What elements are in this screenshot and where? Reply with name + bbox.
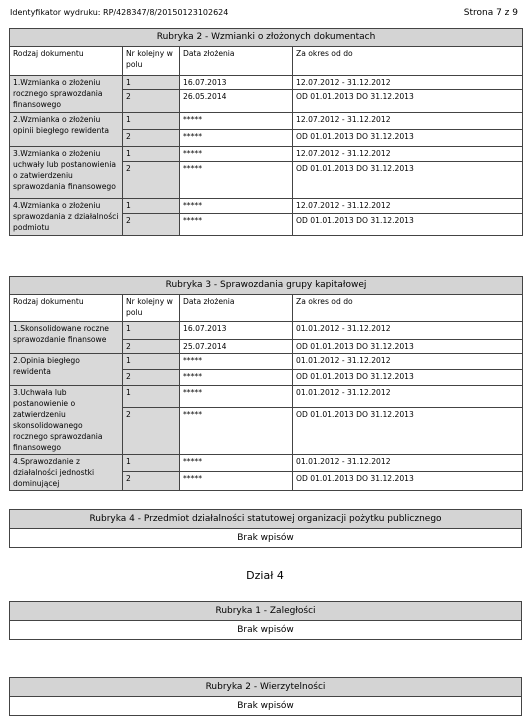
filing-date-cell: ***** <box>180 354 293 370</box>
rubryka-3-table <box>9 276 523 491</box>
dzial-4-rubryka-2-title: Rubryka 2 - Wierzytelności <box>10 678 521 697</box>
col-header-filing-date: Data złożenia <box>180 295 293 322</box>
rubryka-4-title: Rubryka 4 - Przedmiot działalności statutowej organizacji pożytku publicznego <box>10 510 521 529</box>
document-type-cell: 4.Wzmianka o złożeniu sprawozdania z działalności podmiotu <box>10 199 123 236</box>
period-cell: 01.01.2012 - 31.12.2012 <box>293 354 523 370</box>
document-type-cell: 4.Sprawozdanie z działalności jednostki dominującej <box>10 455 123 491</box>
document-type-cell: 2.Opinia biegłego rewidenta <box>10 354 123 386</box>
number-cell: 2 <box>123 340 180 354</box>
filing-date-cell: 25.07.2014 <box>180 340 293 354</box>
period-cell: OD 01.01.2013 DO 31.12.2013 <box>293 472 523 491</box>
section-heading: Dział 4 <box>246 569 284 582</box>
dzial-4-rubryka-2-box <box>9 677 522 716</box>
number-cell: 1 <box>123 147 180 162</box>
number-cell: 1 <box>123 76 180 90</box>
period-cell: OD 01.01.2013 DO 31.12.2013 <box>293 130 523 147</box>
no-entries-text: Brak wpisów <box>10 697 521 715</box>
rubryka-3-title: Rubryka 3 - Sprawozdania grupy kapitałowej <box>10 277 523 295</box>
filing-date-cell: 16.07.2013 <box>180 76 293 90</box>
filing-date-cell: ***** <box>180 214 293 236</box>
number-cell: 2 <box>123 90 180 113</box>
no-entries-text: Brak wpisów <box>10 529 521 547</box>
period-cell: 12.07.2012 - 31.12.2012 <box>293 113 523 130</box>
number-cell: 2 <box>123 370 180 386</box>
period-cell: OD 01.01.2013 DO 31.12.2013 <box>293 162 523 199</box>
dzial-4-rubryka-1-box <box>9 601 522 640</box>
number-cell: 2 <box>123 162 180 199</box>
filing-date-cell: ***** <box>180 386 293 408</box>
document-type-cell: 2.Wzmianka o złożeniu opinii biegłego rewidenta <box>10 113 123 147</box>
col-header-document-type: Rodzaj dokumentu <box>10 47 123 76</box>
no-entries-text: Brak wpisów <box>10 621 521 639</box>
rubryka-4-box <box>9 509 522 548</box>
col-header-period: Za okres od do <box>293 47 523 76</box>
period-cell: OD 01.01.2013 DO 31.12.2013 <box>293 407 523 454</box>
period-cell: 01.01.2012 - 31.12.2012 <box>293 322 523 340</box>
rubryka-2-table <box>9 28 523 236</box>
filing-date-cell: ***** <box>180 147 293 162</box>
filing-date-cell: 26.05.2014 <box>180 90 293 113</box>
period-cell: OD 01.01.2013 DO 31.12.2013 <box>293 340 523 354</box>
number-cell: 1 <box>123 199 180 214</box>
period-cell: 12.07.2012 - 31.12.2012 <box>293 76 523 90</box>
document-type-cell: 3.Uchwała lub postanowienie o zatwierdzeniu skonsolidowanego rocznego sprawozdania finansowego <box>10 386 123 455</box>
filing-date-cell: ***** <box>180 455 293 472</box>
number-cell: 1 <box>123 322 180 340</box>
number-cell: 1 <box>123 386 180 408</box>
period-cell: 12.07.2012 - 31.12.2012 <box>293 147 523 162</box>
number-cell: 1 <box>123 455 180 472</box>
filing-date-cell: ***** <box>180 472 293 491</box>
number-cell: 2 <box>123 130 180 147</box>
number-cell: 2 <box>123 407 180 454</box>
page-number: Strona 7 z 9 <box>463 8 518 18</box>
filing-date-cell: ***** <box>180 113 293 130</box>
filing-date-cell: 16.07.2013 <box>180 322 293 340</box>
filing-date-cell: ***** <box>180 199 293 214</box>
period-cell: OD 01.01.2013 DO 31.12.2013 <box>293 370 523 386</box>
number-cell: 1 <box>123 354 180 370</box>
filing-date-cell: ***** <box>180 407 293 454</box>
dzial-4-rubryka-1-title: Rubryka 1 - Zaległości <box>10 602 521 621</box>
col-header-period: Za okres od do <box>293 295 523 322</box>
period-cell: 01.01.2012 - 31.12.2012 <box>293 386 523 408</box>
col-header-number: Nr kolejny w polu <box>123 295 180 322</box>
col-header-document-type: Rodzaj dokumentu <box>10 295 123 322</box>
period-cell: 01.01.2012 - 31.12.2012 <box>293 455 523 472</box>
filing-date-cell: ***** <box>180 130 293 147</box>
number-cell: 1 <box>123 113 180 130</box>
filing-date-cell: ***** <box>180 162 293 199</box>
col-header-filing-date: Data złożenia <box>180 47 293 76</box>
print-identifier: Identyfikator wydruku: RP/428347/8/20150123102624 <box>10 8 229 17</box>
rubryka-2-title: Rubryka 2 - Wzmianki o złożonych dokumentach <box>10 29 523 47</box>
period-cell: 12.07.2012 - 31.12.2012 <box>293 199 523 214</box>
number-cell: 2 <box>123 214 180 236</box>
document-type-cell: 1.Skonsolidowane roczne sprawozdanie finansowe <box>10 322 123 354</box>
period-cell: OD 01.01.2013 DO 31.12.2013 <box>293 90 523 113</box>
number-cell: 2 <box>123 472 180 491</box>
document-type-cell: 3.Wzmianka o złożeniu uchwały lub postanowienia o zatwierdzeniu sprawozdania finansowego <box>10 147 123 199</box>
filing-date-cell: ***** <box>180 370 293 386</box>
col-header-number: Nr kolejny w polu <box>123 47 180 76</box>
period-cell: OD 01.01.2013 DO 31.12.2013 <box>293 214 523 236</box>
document-type-cell: 1.Wzmianka o złożeniu rocznego sprawozdania finansowego <box>10 76 123 113</box>
